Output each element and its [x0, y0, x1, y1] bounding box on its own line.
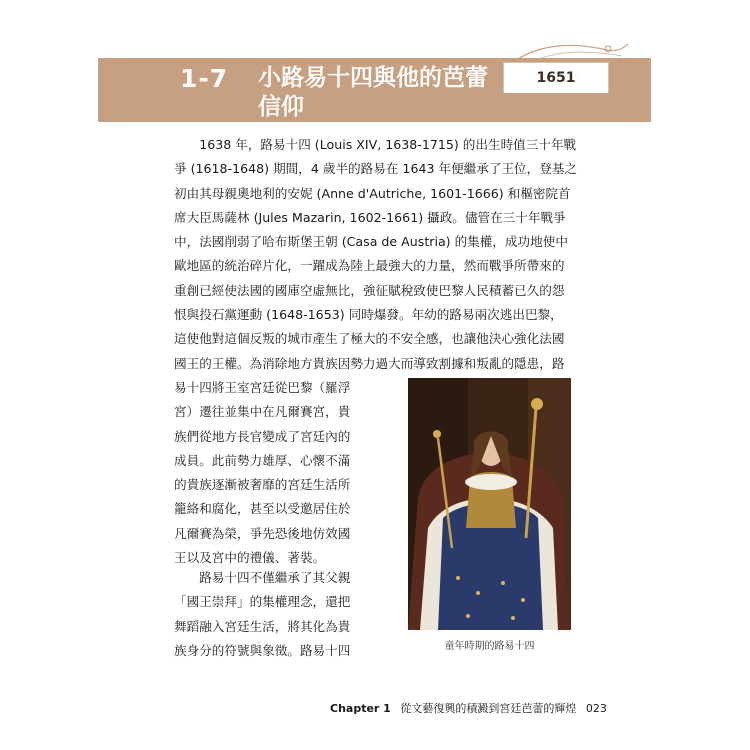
text-line: 席大臣馬薩林 (Jules Mazarin, 1602-1661) 攝政。儘管在三十年戰爭 — [174, 209, 566, 225]
section-title-line2: 信仰 — [258, 94, 304, 120]
text-line: 籠絡和腐化，甚至以受邀居住於 — [174, 501, 351, 517]
text-line: 重創已經使法國的國庫空虛無比，強征賦稅致使巴黎人民積蓄已久的怨 — [174, 282, 565, 298]
text-line: 路易十四不僅繼承了其父親 — [174, 570, 351, 585]
section-title — [258, 64, 508, 122]
body-paragraph-2 — [174, 566, 397, 663]
text-line: 恨與投石黨運動 (1648-1653) 同時爆發。年幼的路易兩次逃出巴黎， — [174, 307, 563, 323]
text-line: 中，法國削弱了哈布斯堡王朝 (Casa de Austria) 的集權，成功地使中 — [174, 234, 568, 250]
text-line: 王以及宮中的禮儀、著裝。 — [174, 550, 326, 566]
text-line: 族們從地方長官變成了宮廷內的 — [174, 428, 351, 444]
portrait-image — [408, 378, 571, 630]
text-line: 易十四將王室宮廷從巴黎（羅浮 — [174, 380, 351, 395]
text-line: 成員。此前勢力雄厚、心懷不滿 — [174, 452, 351, 468]
text-line: 歐地區的統治碎片化，一躍成為陸上最強大的力量，然而戰爭所帶來的 — [174, 258, 565, 274]
section-number: 1-7 — [180, 64, 229, 93]
section-title-line1: 小路易十四與他的芭蕾 — [258, 65, 488, 91]
footer-chapter-label: Chapter 1 — [330, 702, 391, 715]
text-line: 初由其母親奧地利的安妮 (Anne d'Autriche, 1601-1666) 和樞密院首 — [174, 185, 571, 201]
text-line: 的貴族逐漸被奢靡的宮廷生活所 — [174, 477, 351, 493]
page-footer — [330, 700, 626, 716]
text-line: 宮）遷往並集中在凡爾賽宮，貴 — [174, 404, 351, 420]
text-line: 凡爾賽為榮，爭先恐後地仿效國 — [174, 525, 351, 541]
text-line: 舞蹈融入宮廷生活，將其化為貴 — [174, 618, 351, 634]
text-line: 族身分的符號與象徵。路易十四 — [174, 642, 351, 658]
body-paragraph-1 — [174, 133, 602, 376]
text-line: 這使他對這個反叛的城市產生了極大的不安全感，也讓他決心強化法國 — [174, 331, 565, 347]
page-number: 023 — [585, 702, 607, 715]
portrait-illustration — [408, 378, 571, 630]
figure-caption: 童年時期的路易十四 — [444, 641, 535, 652]
footer-chapter-subtitle: 從文藝復興的積澱到宮廷芭蕾的輝煌 — [400, 702, 577, 715]
text-line: 國王的王權。為消除地方貴族因勢力過大而導致割據和叛亂的隱患，路 — [174, 355, 565, 371]
year-badge: 1651 — [503, 62, 609, 93]
text-line: 1638 年，路易十四 (Louis XIV, 1638-1715) 的出生時值三十年戰 — [174, 137, 577, 152]
text-line: 爭 (1618-1648) 期間，4 歲半的路易在 1643 年便繼承了王位，登基之 — [174, 161, 578, 177]
body-paragraph-1-continued — [174, 376, 397, 570]
text-line: 「國王崇拜」的集權理念，還把 — [174, 594, 351, 610]
